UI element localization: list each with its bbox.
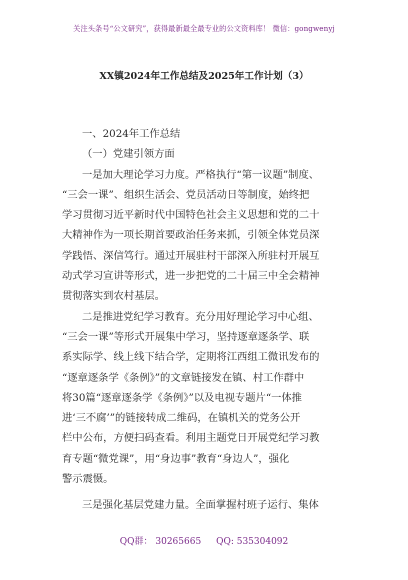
paragraph-line: 二是推进党纪学习教育。充分用好理论学习中心组、	[82, 310, 319, 323]
paragraph-line: 一、2024年工作总结	[82, 128, 181, 140]
footer-qq-group: QQ群： 30265665	[119, 537, 202, 547]
paragraph-line: 学习贯彻习近平新时代中国特色社会主义思想和党的二十	[62, 209, 320, 222]
header-note: 关注头条号“公文研究”，获得最新最全最专业的公文资料库！ 微信：gongwenyj	[73, 24, 335, 33]
paragraph-line: 学践悟、深信笃行。通过开展驻村干部深入所驻村开展互	[62, 249, 320, 262]
paragraph-line: 栏中公布，方便扫码查看。利用主题党日开展党纪学习教	[62, 432, 320, 445]
paragraph-line: “三会一课”、组织生活会、党员活动日等制度，始终把	[62, 188, 310, 201]
paragraph-line: “逐章逐条学《条例》”的文章链接发在镇、村工作群中	[62, 371, 305, 384]
paragraph-line: 进‘三不腐’”的链接转成二维码，在镇机关的党务公开	[62, 412, 301, 425]
document-title: XX镇2024年工作总结及2025年工作计划（3）	[99, 71, 309, 82]
paragraph-line: “三会一课”等形式开展集中学习，坚持逐章逐条学、联	[62, 330, 310, 343]
paragraph-line: 贯彻落实到农村基层。	[62, 290, 165, 303]
paragraph-line: （一）党建引领方面	[82, 148, 175, 161]
paragraph-line: 动式学习宣讲等形式，进一步把党的二十届三中全会精神	[62, 270, 320, 283]
footer-contact	[0, 534, 408, 547]
paragraph-line: 大精神作为一项长期首要政治任务来抓，引领全体党员深	[62, 229, 320, 242]
document-body	[62, 124, 344, 516]
paragraph-line: 将30篇“逐章逐条学《条例》”以及电视专题片“一体推	[62, 391, 302, 404]
paragraph-line: 育专题“微党课”，用“身边事”教育“身边人”，强化	[62, 452, 290, 465]
paragraph-line: 警示震慑。	[62, 473, 114, 486]
footer-qq: QQ: 535304092	[216, 537, 289, 547]
paragraph-line: 系实际学、线上线下结合学，定期将江西组工微讯发布的	[62, 351, 320, 364]
paragraph-line: 三是强化基层党建力量。全面掌握村班子运行、集体	[82, 499, 319, 512]
paragraph-line: 一是加大理论学习力度。严格执行“第一议题”制度、	[82, 168, 320, 181]
